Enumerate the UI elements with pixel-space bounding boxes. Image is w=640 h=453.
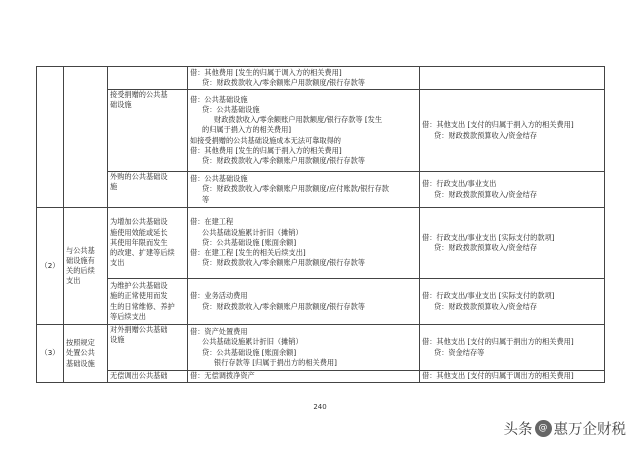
item-line: 的改建、扩建等后续	[110, 248, 175, 258]
budget-entry-cell	[420, 67, 605, 90]
entry-line: 贷：财政拨款收入/零余额账户用款额度/应付账款/银行存款	[202, 184, 389, 194]
item-line: 施	[110, 182, 118, 192]
entry-line: 公共基础设施累计折旧（摊销）	[202, 337, 303, 347]
watermark-handle: 惠万企财税	[553, 422, 626, 438]
financial-entry-cell	[188, 279, 420, 325]
entry-line: 借：在建工程	[190, 217, 234, 227]
financial-entry-cell	[188, 208, 420, 279]
entry-line: 贷：财政拨款预算收入/资金结存	[434, 130, 538, 140]
num-cell-empty	[37, 67, 64, 208]
item-line: 对外捐赠公共基础	[110, 325, 168, 334]
category-line: 关的后续	[66, 266, 95, 275]
financial-entry-cell	[188, 67, 420, 90]
category-line: 处置公共	[66, 348, 95, 358]
category-cell-empty	[64, 67, 108, 208]
entry-line: 贷：公共基础设施 [账面余额]	[202, 237, 297, 247]
item-cell	[108, 279, 188, 325]
category-cell	[64, 325, 108, 383]
item-cell	[108, 371, 188, 383]
entry-line: 借：其他费用 [发生的归属于调入方的相关费用]	[190, 67, 342, 77]
item-cell	[108, 325, 188, 371]
category-cell	[64, 208, 108, 325]
entry-line: 银行存款等 [归属于捐出方的相关费用]	[214, 357, 337, 367]
page-number: 240	[313, 403, 327, 411]
item-line: 施的正常使用而发	[110, 291, 168, 301]
section-number: （2）	[37, 208, 64, 325]
entry-line: 贷：财政拨款预算收入/资金结存	[434, 243, 538, 252]
item-line: 础设施	[110, 100, 132, 110]
category-line: 基础设施	[66, 358, 95, 368]
entry-line: 借：资产处置费用	[190, 327, 248, 337]
budget-entry-cell	[420, 90, 605, 172]
budget-entry-cell	[420, 325, 605, 371]
entry-line: 借：公共基础设施	[190, 174, 248, 184]
entry-line: 贷：财政拨款收入/零余额账户用款额度/银行存款等	[202, 78, 365, 87]
entry-line: 贷：资金结存等	[434, 347, 485, 357]
item-line: 等后续支出	[110, 311, 146, 321]
item-line: 其使用年限而发生	[110, 237, 168, 247]
financial-entry-cell	[188, 172, 420, 208]
financial-entry-cell	[188, 325, 420, 371]
entry-line: 的归属于捐入方的相关费用]	[202, 125, 292, 135]
financial-entry-cell	[188, 371, 420, 383]
category-line: 按照规定	[66, 338, 95, 348]
entry-line: 贷：公共基础设施 [账面余额]	[202, 347, 297, 357]
entry-line: 贷：财政拨款收入/零余额账户用款额度/银行存款等	[202, 258, 365, 268]
entry-line: 借：行政支出/事业支出	[422, 179, 497, 189]
table-row	[37, 325, 605, 371]
watermark	[504, 418, 627, 439]
item-line: 无偿调出公共基础	[110, 371, 168, 381]
entry-line: 财政拨款收入/零余额账户用款额度/银行存款等 [发生	[214, 115, 383, 125]
budget-entry-cell	[420, 279, 605, 325]
item-line: 生的日常维修、养护	[110, 301, 175, 311]
budget-entry-cell	[420, 172, 605, 208]
item-line: 接受捐赠的公共基	[110, 90, 168, 99]
entry-line: 借：在建工程 [发生的相关后续支出]	[190, 248, 306, 258]
item-line: 施使用效能或延长	[110, 227, 168, 237]
entry-line: 贷：财政拨款预算收入/资金结存	[434, 301, 538, 311]
entry-line: 借：其他支出 [支付的归属于调出方的相关费用]	[422, 371, 574, 381]
item-line: 为增加公共基础设	[110, 217, 168, 227]
item-cell	[108, 90, 188, 172]
entry-line: 公共基础设施累计折旧（摊销）	[202, 227, 303, 237]
item-line: 为维护公共基础设	[110, 281, 168, 291]
financial-entry-cell	[188, 90, 420, 172]
entry-line: 借：公共基础设施	[190, 94, 248, 104]
entry-line: 借：业务活动费用	[190, 291, 248, 301]
table-row	[37, 172, 605, 208]
item-line: 外购的公共基础设	[110, 172, 168, 181]
item-line: 设施	[110, 335, 125, 345]
item-line: 支出	[110, 258, 125, 268]
entry-line: 贷：财政拨款收入/零余额账户用款额度/银行存款等	[202, 301, 365, 311]
item-cell	[108, 208, 188, 279]
entry-line: 借：其他费用 [发生的归属于捐入方的相关费用]	[190, 145, 342, 155]
entry-line: 借：行政支出/事业支出 [实际支付的款项]	[422, 291, 555, 301]
table-row	[37, 371, 605, 383]
table-row	[37, 208, 605, 279]
budget-entry-cell	[420, 371, 605, 383]
section-number: （3）	[37, 325, 64, 383]
entry-line: 贷：财政拨款预算收入/资金结存	[434, 189, 538, 199]
entry-line: 借：其他支出 [支付的归属于捐入方的相关费用]	[422, 120, 574, 130]
watermark-brand: 头条	[503, 422, 533, 438]
entry-line: 借：行政支出/事业支出 [实际支付的款项]	[422, 232, 555, 242]
accounting-entries-table	[36, 66, 605, 383]
entry-line: 如接受捐赠的公共基础设施成本无法可靠取得的	[190, 135, 341, 145]
category-line: 支出	[66, 276, 81, 286]
table-row	[37, 279, 605, 325]
table-row	[37, 67, 605, 90]
entry-line: 贷：财政拨款收入/零余额账户用款额度/银行存款等	[202, 156, 365, 165]
budget-entry-cell	[420, 208, 605, 279]
item-cell	[108, 67, 188, 90]
entry-line: 贷：公共基础设施	[202, 104, 260, 114]
entry-line: 等	[202, 194, 210, 204]
at-icon: @	[535, 420, 552, 437]
category-line: 础设施有	[66, 255, 95, 265]
entry-line: 借：其他支出 [支付的归属于捐出方的相关费用]	[422, 337, 574, 347]
table-row	[37, 90, 605, 172]
category-line: 与公共基	[66, 245, 95, 255]
entry-line: 借：无偿调拨净资产	[190, 371, 255, 381]
item-cell	[108, 172, 188, 208]
